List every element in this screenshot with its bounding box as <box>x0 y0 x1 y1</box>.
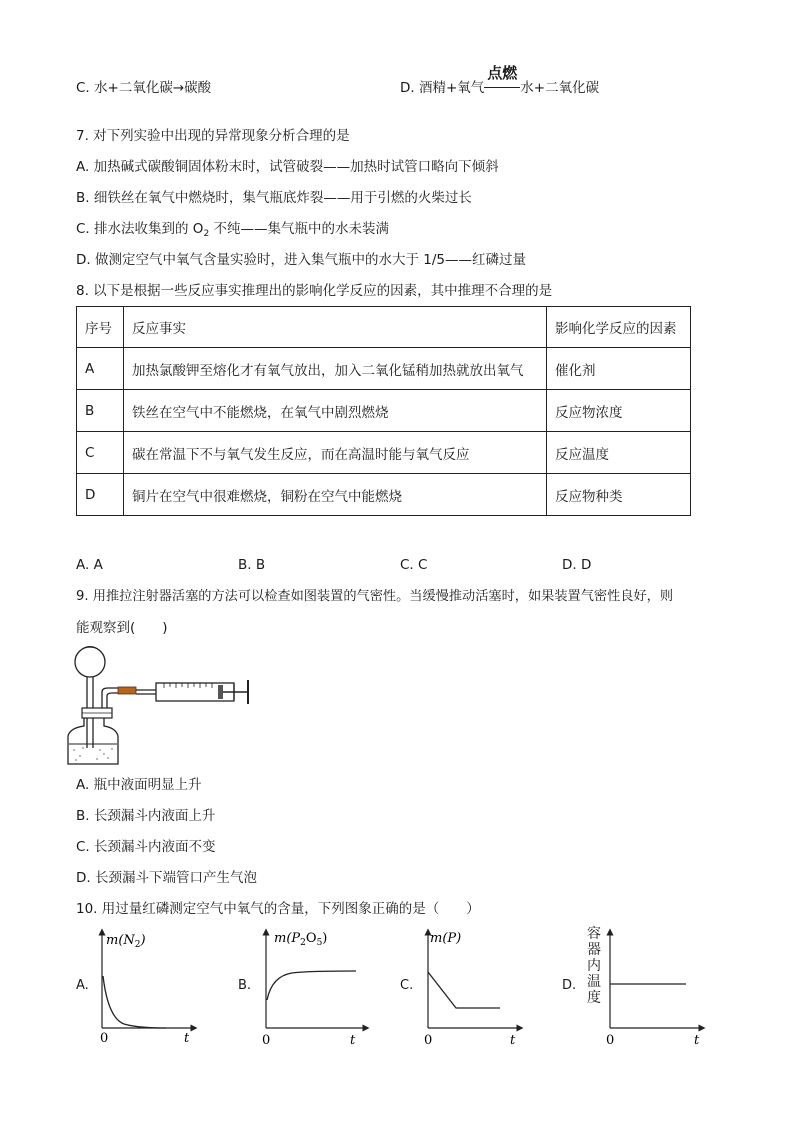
graph-d-ylabel-char: 度 <box>587 990 601 1006</box>
graph-a-label: A. <box>76 978 89 993</box>
q8-option-b: B. B <box>238 557 266 573</box>
table-cell: 碳在常温下不与氧气发生反应，而在高温时能与氧气反应 <box>124 432 547 474</box>
graph-b-xlabel: t <box>350 1033 356 1048</box>
q7-option-c <box>76 220 389 243</box>
q6-reaction-arrow <box>484 64 520 97</box>
table-header-cell: 反应事实 <box>124 307 547 348</box>
table-cell: A <box>77 348 124 390</box>
table-cell: B <box>77 390 124 432</box>
q7-option-d: D. 做测定空气中氧气含量实验时，进入集气瓶中的水大于 1/5——红磷过量 <box>76 252 526 268</box>
graph-d-ylabel-char: 容 <box>587 926 601 942</box>
q9-option-b: B. 长颈漏斗内液面上升 <box>76 808 216 824</box>
q8-option-a: A. A <box>76 557 103 573</box>
q9-option-a: A. 瓶中液面明显上升 <box>76 777 202 793</box>
graph-b-ylabel-sub2: 5 <box>316 938 323 948</box>
svg-text:m(P2O5) <box>274 931 327 948</box>
graph-b-ylabel-o: O <box>305 931 317 946</box>
graph-d-ylabel-char: 温 <box>587 974 601 990</box>
q7-option-b: B. 细铁丝在氧气中燃烧时，集气瓶底炸裂——用于引燃的火柴过长 <box>76 190 472 206</box>
q10-stem: 10. 用过量红磷测定空气中氧气的含量，下列图象正确的是（ ） <box>76 901 480 917</box>
q7-option-c-suffix: 不纯——集气瓶中的水未装满 <box>209 221 389 237</box>
table-cell: 铜片在空气中很难燃烧，铜粉在空气中能燃烧 <box>124 474 547 516</box>
table-row <box>77 432 691 474</box>
graph-b-ylabel-sub1: 2 <box>300 938 306 948</box>
table-row <box>77 390 691 432</box>
q6-option-d <box>400 64 600 97</box>
q8-option-c: C. C <box>400 557 428 573</box>
q7-option-a: A. 加热碱式碳酸铜固体粉末时，试管破裂——加热时试管口略向下倾斜 <box>76 159 499 175</box>
graph-c-xlabel: t <box>510 1033 516 1048</box>
table-cell: 加热氯酸钾至熔化才有氧气放出，加入二氧化锰稍加热就放出氧气 <box>124 348 547 390</box>
graph-c-origin: 0 <box>424 1033 433 1048</box>
graph-c <box>418 926 528 1048</box>
q7-stem: 7. 对下列实验中出现的异常现象分析合理的是 <box>76 128 350 144</box>
graph-d-ylabel-char: 器 <box>587 942 601 958</box>
graph-d-ylabel-char: 内 <box>587 958 601 974</box>
q9-option-c: C. 长颈漏斗内液面不变 <box>76 839 216 855</box>
q9-stem-line1: 9. 用推拉注射器活塞的方法可以检查如图装置的气密性。当缓慢推动活塞时，如果装置气密性良好，则 <box>76 589 674 604</box>
airtightness-apparatus <box>60 640 260 770</box>
table-cell: D <box>77 474 124 516</box>
graph-c-label: C. <box>400 978 414 993</box>
graph-a-ylabel-sub: 2 <box>134 940 141 950</box>
graph-d-origin: 0 <box>606 1033 615 1048</box>
table-cell: 铁丝在空气中不能燃烧，在氧气中剧烈燃烧 <box>124 390 547 432</box>
graph-d-xlabel: t <box>694 1033 700 1048</box>
graph-b-label: B. <box>238 978 252 993</box>
q7-option-c-prefix: C. 排水法收集到的 O <box>76 221 204 237</box>
table-header-row <box>77 307 691 348</box>
q6-option-c: C. 水+二氧化碳→碳酸 <box>76 80 212 96</box>
table-row <box>77 348 691 390</box>
graph-b-origin: 0 <box>262 1033 271 1048</box>
graph-d <box>600 926 712 1048</box>
q7-option-c-sub: 2 <box>203 229 210 239</box>
graph-c-ylabel: m(P) <box>430 931 462 946</box>
q9-stem-line2: 能观察到( ) <box>76 620 168 636</box>
graph-a-ylabel-close: ) <box>140 933 146 948</box>
table-cell: 反应物浓度 <box>547 390 691 432</box>
graph-a-xlabel: t <box>184 1031 190 1046</box>
table-cell: 反应温度 <box>547 432 691 474</box>
graph-b-ylabel-close: ) <box>322 931 328 946</box>
graph-a <box>94 926 204 1046</box>
svg-text:m(N2) <box>106 933 146 950</box>
graph-b <box>256 926 376 1048</box>
graph-a-origin: 0 <box>100 1031 109 1046</box>
q8-option-d: D. D <box>562 557 592 573</box>
graph-a-curve <box>103 976 166 1028</box>
graph-c-curve <box>428 972 500 1008</box>
table-cell: C <box>77 432 124 474</box>
reaction-table <box>76 306 691 516</box>
graph-b-ylabel: m(P <box>274 931 301 946</box>
table-cell: 反应物种类 <box>547 474 691 516</box>
q8-stem: 8. 以下是根据一些反应事实推理出的影响化学反应的因素，其中推理不合理的是 <box>76 283 553 299</box>
q9-option-d: D. 长颈漏斗下端管口产生气泡 <box>76 870 257 886</box>
graph-b-curve <box>267 971 356 1000</box>
table-header-cell: 影响化学反应的因素 <box>547 307 691 348</box>
q6-option-d-prefix: D. 酒精+氧气 <box>400 80 485 96</box>
table-cell: 催化剂 <box>547 348 691 390</box>
table-row <box>77 474 691 516</box>
q6-option-d-suffix: 水+二氧化碳 <box>520 80 600 96</box>
graph-d-label: D. <box>562 978 577 993</box>
table-header-cell: 序号 <box>77 307 124 348</box>
graph-a-ylabel: m(N <box>106 933 135 948</box>
q6-condition: 点燃 <box>487 64 518 82</box>
